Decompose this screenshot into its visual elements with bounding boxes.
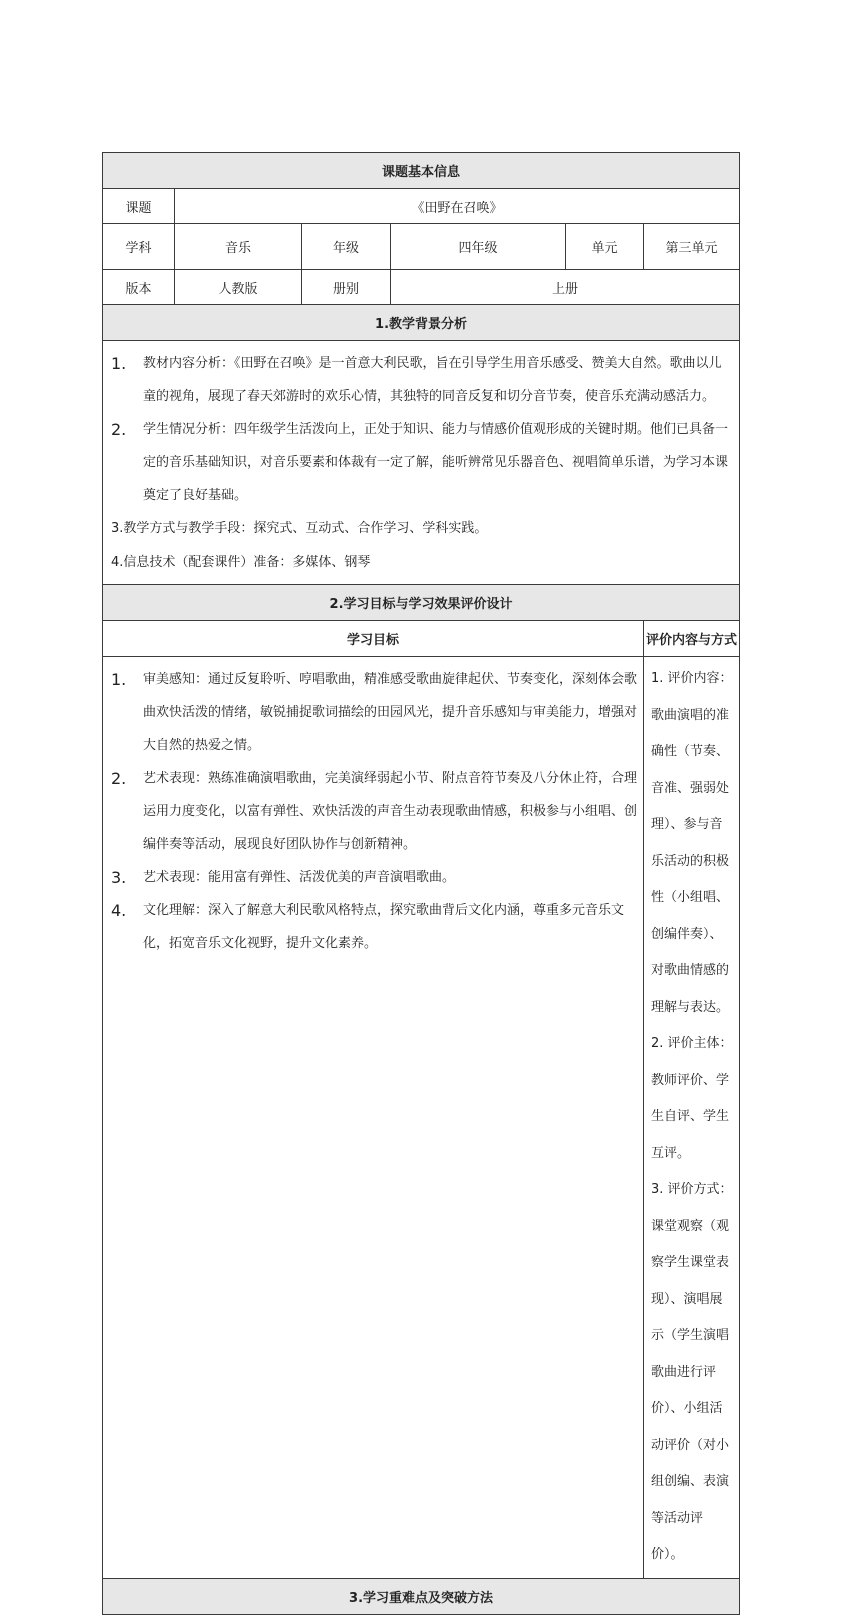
background-header: 1.教学背景分析 xyxy=(103,305,740,341)
eval-item: 2. 评价主体：教师评价、学生自评、学生互评。 xyxy=(651,1036,733,1161)
unit-value: 第三单元 xyxy=(644,224,740,270)
section-header-basic-info xyxy=(103,153,740,189)
list-text: 教材内容分析：《田野在召唤》是一首意大利民歌，旨在引导学生用音乐感受、赞美大自然。歌曲以儿童的视角，展现了春天郊游时的欢乐心情，其独特的同音反复和切分音节奏，使音乐充满动感活力。 xyxy=(143,356,722,404)
goals-column-header-row xyxy=(103,621,740,657)
unit-label: 单元 xyxy=(566,224,644,270)
background-content-row xyxy=(103,341,740,585)
section-header-goals xyxy=(103,585,740,621)
background-content xyxy=(103,341,740,585)
eval-content xyxy=(644,657,740,1579)
basic-info-header: 课题基本信息 xyxy=(103,153,740,189)
list-number: 2. xyxy=(111,769,127,788)
section-header-key-points xyxy=(103,1578,740,1614)
key-points-header: 3.学习重难点及突破方法 xyxy=(103,1578,740,1614)
edition-row xyxy=(103,270,740,305)
topic-value: 《田野在召唤》 xyxy=(175,189,740,224)
eval-column-header: 评价内容与方式 xyxy=(644,621,740,657)
goals-eval-header: 2.学习目标与学习效果评价设计 xyxy=(103,585,740,621)
lesson-plan-document xyxy=(102,152,739,1615)
eval-item: 1. 评价内容：歌曲演唱的准确性（节奏、音准、强弱处理）、参与音乐活动的积极性（小组唱、创编伴奏）、对歌曲情感的理解与表达。 xyxy=(651,671,733,1015)
volume-label: 册别 xyxy=(302,270,391,305)
goals-content-row xyxy=(103,657,740,1579)
lesson-plan-table xyxy=(102,152,740,1615)
list-item xyxy=(109,894,637,960)
eval-item: 3. 评价方式：课堂观察（观察学生课堂表现）、演唱展示（学生演唱歌曲进行评价）、小组活动评价（对小组创编、表演等活动评价）。 xyxy=(651,1182,733,1562)
subject-value: 音乐 xyxy=(175,224,302,270)
list-text: 学生情况分析：四年级学生活泼向上，正处于知识、能力与情感价值观形成的关键时期。他们已具备一定的音乐基础知识，对音乐要素和体裁有一定了解，能听辨常见乐器音色、视唱简单乐谱，为学习本课奠定了良好基础。 xyxy=(143,422,729,503)
goals-list xyxy=(103,657,644,1579)
list-text: 艺术表现：熟练准确演唱歌曲，完美演绎弱起小节、附点音符节奏及八分休止符，合理运用力度变化，以富有弹性、欢快活泼的声音生动表现歌曲情感，积极参与小组唱、创编伴奏等活动，展现良好团队协作与创新精神。 xyxy=(143,771,638,852)
list-number: 2. xyxy=(111,420,127,439)
list-number: 1. xyxy=(111,354,127,373)
subject-label: 学科 xyxy=(103,224,175,270)
grade-label: 年级 xyxy=(302,224,391,270)
list-number: 4. xyxy=(111,901,127,920)
list-item xyxy=(109,413,733,512)
list-number: 3. xyxy=(111,868,127,887)
section-header-background xyxy=(103,305,740,341)
edition-value: 人教版 xyxy=(175,270,302,305)
list-item xyxy=(109,762,637,861)
teaching-method-line: 3.教学方式与教学手段：探究式、互动式、合作学习、学科实践。 xyxy=(111,521,488,536)
topic-row xyxy=(103,189,740,224)
grade-value: 四年级 xyxy=(391,224,566,270)
list-text: 艺术表现：能用富有弹性、活泼优美的声音演唱歌曲。 xyxy=(143,870,456,885)
list-item xyxy=(109,861,637,894)
goals-column-header: 学习目标 xyxy=(103,621,644,657)
list-item xyxy=(109,663,637,762)
list-number: 1. xyxy=(111,670,127,689)
volume-value: 上册 xyxy=(391,270,740,305)
list-text: 审美感知：通过反复聆听、哼唱歌曲，精准感受歌曲旋律起伏、节奏变化，深刻体会歌曲欢快活泼的情绪，敏锐捕捉歌词描绘的田园风光，提升音乐感知与审美能力，增强对大自然的热爱之情。 xyxy=(143,672,638,753)
topic-label: 课题 xyxy=(103,189,175,224)
list-text: 文化理解：深入了解意大利民歌风格特点，探究歌曲背后文化内涵，尊重多元音乐文化，拓宽音乐文化视野，提升文化素养。 xyxy=(143,903,625,951)
list-item xyxy=(109,347,733,413)
edition-label: 版本 xyxy=(103,270,175,305)
it-preparation-line: 4.信息技术（配套课件）准备：多媒体、钢琴 xyxy=(111,555,371,570)
subject-row xyxy=(103,224,740,270)
